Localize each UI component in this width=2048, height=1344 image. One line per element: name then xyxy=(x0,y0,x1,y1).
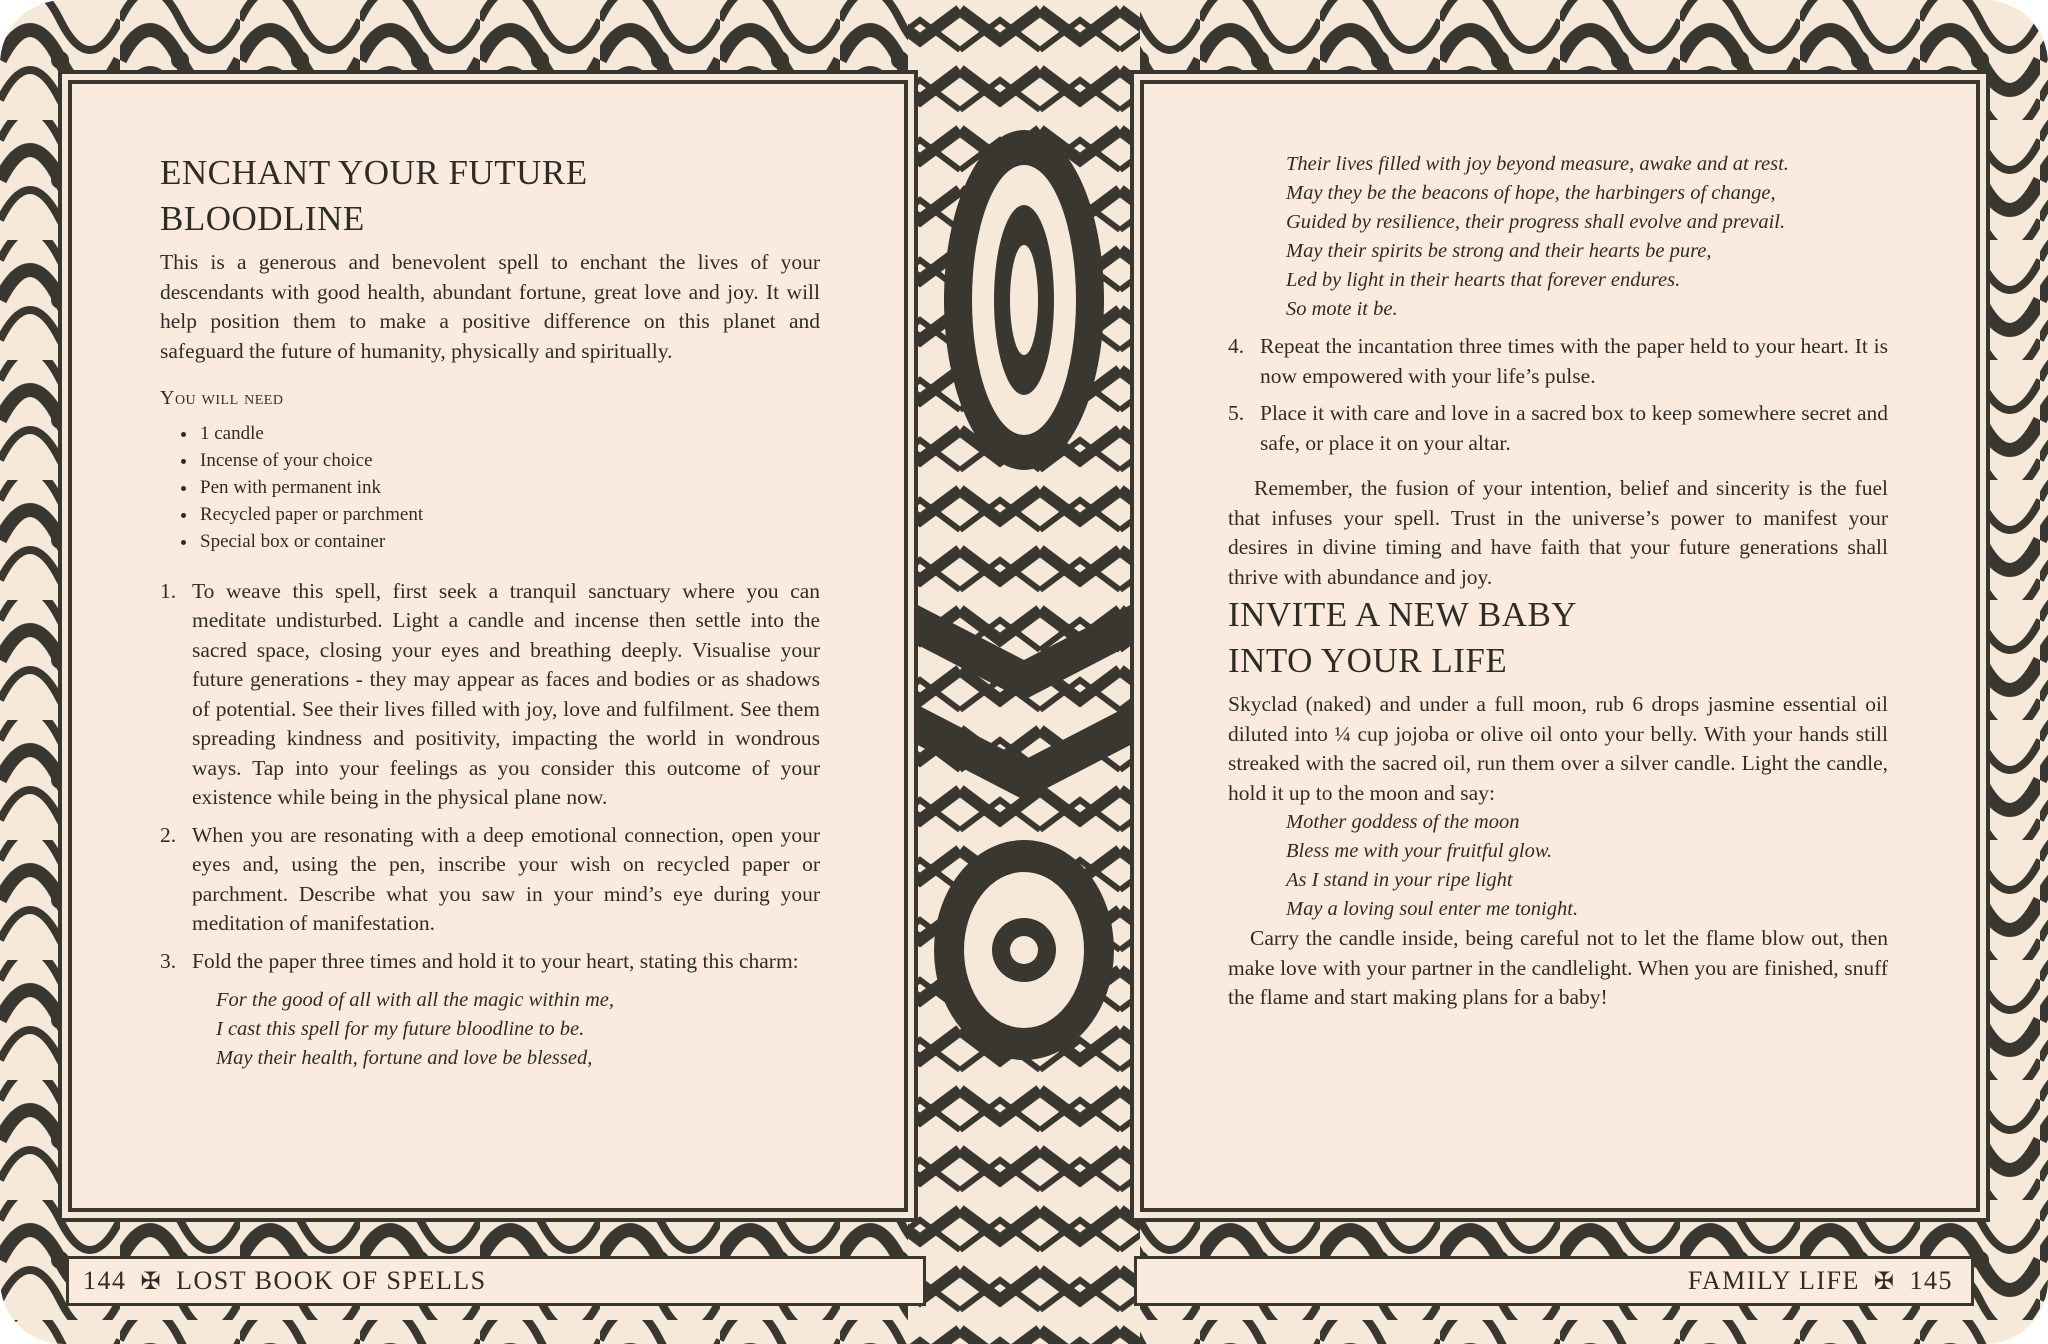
spell-title-bloodline xyxy=(160,150,820,242)
step-item xyxy=(160,947,820,977)
remember-paragraph: Remember, the fusion of your intention, belief and sincerity is the fuel that infuses your spell. Trust in the universe’s power to manifest your desires in divine timing and have faith that your future generations shall thrive with abundance and joy. xyxy=(1228,476,1888,589)
title-line-1: INVITE A NEW BABY xyxy=(1228,595,1578,634)
step-item xyxy=(1228,399,1888,458)
steps-list-continued xyxy=(1228,332,1888,458)
page-number: 144 xyxy=(83,1266,127,1295)
charm-line: As I stand in your ripe light xyxy=(1286,869,1513,891)
step-number: 5. xyxy=(1228,401,1245,425)
ingredients-list xyxy=(160,420,820,555)
baby-spell-paragraph: Skyclad (naked) and under a full moon, rub 6 drops jasmine essential oil diluted into ¼ cup jojoba or olive oil onto your belly. With your hands still streaked with the sacred oil, run them over a silver candle. Light the candle, hold it up to the moon and say: xyxy=(1228,692,1888,805)
page-number: 145 xyxy=(1909,1266,1953,1295)
charm-verse xyxy=(160,986,820,1073)
list-item: • Recycled paper or parchment xyxy=(198,501,820,528)
title-line-2: BLOODLINE xyxy=(160,199,365,238)
step-item xyxy=(1228,332,1888,391)
you-will-need-heading: You will need xyxy=(160,387,284,409)
steps-list xyxy=(160,577,820,977)
step-text: Repeat the incantation three times with the paper held to your heart. It is now empowered with your life’s pulse. xyxy=(1260,334,1888,388)
charm-line: Bless me with your fruitful glow. xyxy=(1286,840,1553,862)
charm-line: So mote it be. xyxy=(1286,298,1398,320)
baby-charm-verse xyxy=(1228,808,1888,924)
charm-line: Mother goddess of the moon xyxy=(1286,811,1520,833)
section-title: FAMILY LIFE xyxy=(1687,1266,1860,1295)
left-page-content xyxy=(160,150,820,1073)
book-title: LOST BOOK OF SPELLS xyxy=(176,1266,487,1295)
right-page-content xyxy=(1228,150,1888,1013)
list-item: • Special box or container xyxy=(198,528,820,555)
step-text: When you are resonating with a deep emotional connection, open your eyes and, using the pen, inscribe your wish on recycled paper or parchment. Describe what you saw in your mind’s eye during your meditation of manifestation. xyxy=(192,822,820,935)
charm-verse-continued xyxy=(1228,150,1888,324)
step-text: To weave this spell, first seek a tranquil sanctuary where you can meditate undisturbed. Light a candle and incense then settle into the sacred space, closing your eyes and breathing deeply. Visualise your future generations - they may appear as faces and bodies or as shadows of potential. See their lives filled with joy, love and fulfilment. See them spreading kindness and positivity, impacting the world in wondrous ways. Tap into your feelings as you consider this outcome of your existence while being in the physical plane now. xyxy=(192,578,820,809)
charm-line: For the good of all with all the magic within me, xyxy=(216,989,615,1011)
charm-line: May they be the beacons of hope, the harbingers of change, xyxy=(1286,182,1776,204)
title-line-1: ENCHANT YOUR FUTURE xyxy=(160,153,588,192)
charm-line: Led by light in their hearts that forever endures. xyxy=(1286,269,1681,291)
spell-title-baby xyxy=(1228,592,1888,684)
right-footer xyxy=(1134,1256,1974,1306)
title-line-2: INTO YOUR LIFE xyxy=(1228,641,1508,680)
maltese-cross-icon: ✠ xyxy=(1873,1268,1896,1295)
step-number: 4. xyxy=(1228,334,1245,358)
charm-line: Their lives filled with joy beyond measure, awake and at rest. xyxy=(1286,153,1789,175)
charm-line: May a loving soul enter me tonight. xyxy=(1286,898,1579,920)
intro-paragraph: This is a generous and benevolent spell to enchant the lives of your descendants with good health, abundant fortune, great love and joy. It will help position them to make a positive difference on this planet and safeguard the future of humanity, physically and spiritually. xyxy=(160,250,820,363)
list-item: • Incense of your choice xyxy=(198,447,820,474)
step-item xyxy=(160,821,820,939)
charm-line: May their health, fortune and love be blessed, xyxy=(216,1047,593,1069)
step-number: 1. xyxy=(160,578,177,603)
list-item: • Pen with permanent ink xyxy=(198,474,820,501)
step-text: Fold the paper three times and hold it to your heart, stating this charm: xyxy=(192,948,799,973)
charm-line: I cast this spell for my future bloodline to be. xyxy=(216,1018,585,1040)
step-item xyxy=(160,577,820,813)
charm-line: Guided by resilience, their progress shall evolve and prevail. xyxy=(1286,211,1786,233)
step-text: Place it with care and love in a sacred box to keep somewhere secret and safe, or place it on your altar. xyxy=(1260,401,1888,455)
list-item: • 1 candle xyxy=(198,420,820,447)
left-footer xyxy=(66,1256,926,1306)
step-number: 2. xyxy=(160,822,177,847)
step-number: 3. xyxy=(160,948,177,973)
charm-line: May their spirits be strong and their hearts be pure, xyxy=(1286,240,1712,262)
closing-paragraph: Carry the candle inside, being careful not to let the flame blow out, then make love with your partner in the candlelight. When you are finished, snuff the flame and start making plans for a baby! xyxy=(1228,926,1888,1009)
maltese-cross-icon: ✠ xyxy=(140,1268,163,1295)
